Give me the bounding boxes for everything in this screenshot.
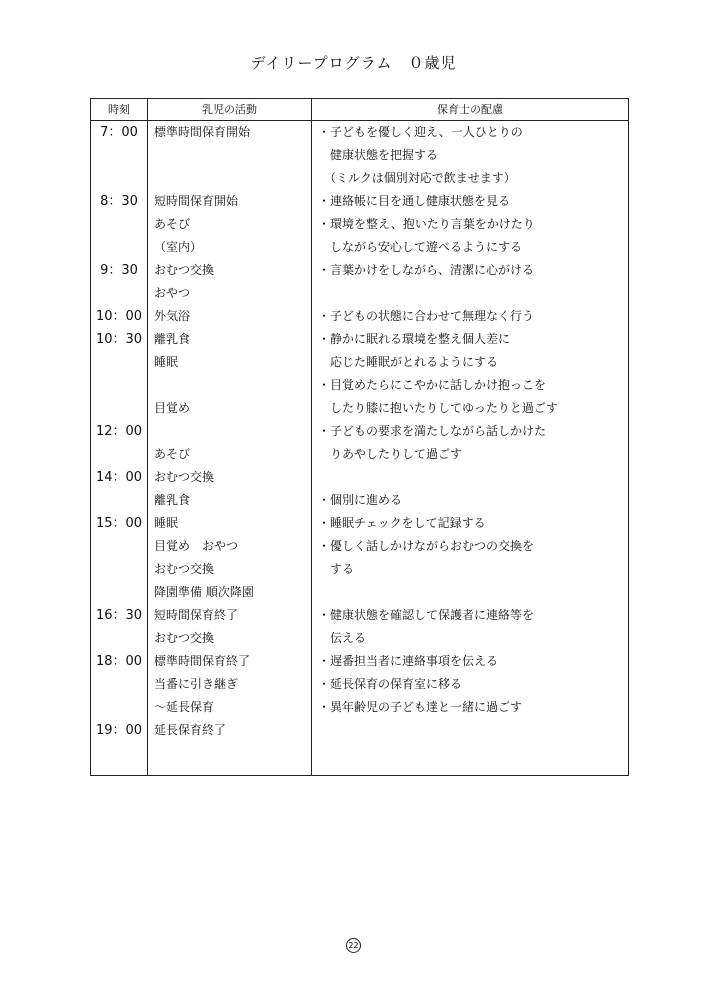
care-cell — [312, 466, 629, 489]
care-cell: ・遅番担当者に連絡事項を伝える — [312, 650, 629, 673]
table-row — [91, 144, 629, 167]
time-cell — [91, 236, 148, 259]
activity-cell: 目覚め おやつ — [148, 535, 312, 558]
time-cell — [91, 167, 148, 190]
care-cell: ・健康状態を確認して保護者に連絡等を — [312, 604, 629, 627]
activity-cell: 目覚め — [148, 397, 312, 420]
activity-cell: 降園準備 順次降園 — [148, 581, 312, 604]
page-number — [0, 938, 707, 953]
table-row — [91, 305, 629, 328]
time-cell — [91, 558, 148, 581]
time-cell: 18：00 — [91, 650, 148, 673]
activity-cell: おむつ交換 — [148, 558, 312, 581]
care-cell: ・異年齢児の子ども達と一緒に過ごす — [312, 696, 629, 719]
activity-cell: 当番に引き継ぎ — [148, 673, 312, 696]
table-row — [91, 259, 629, 282]
care-cell: しながら安心して遊べるようにする — [312, 236, 629, 259]
care-cell: ・睡眠チェックをして記録する — [312, 512, 629, 535]
care-cell: したり膝に抱いたりしてゆったりと過ごす — [312, 397, 629, 420]
activity-cell: ～延長保育 — [148, 696, 312, 719]
activity-cell — [148, 167, 312, 190]
blank-cell — [148, 742, 312, 776]
table-row — [91, 443, 629, 466]
care-cell: 伝える — [312, 627, 629, 650]
time-cell — [91, 397, 148, 420]
time-cell: 12：00 — [91, 420, 148, 443]
care-cell: ・個別に進める — [312, 489, 629, 512]
time-cell — [91, 282, 148, 305]
activity-cell: 標準時間保育終了 — [148, 650, 312, 673]
table-row — [91, 374, 629, 397]
table-row — [91, 512, 629, 535]
table-row — [91, 581, 629, 604]
time-cell: 7：00 — [91, 121, 148, 145]
care-cell: 応じた睡眠がとれるようにする — [312, 351, 629, 374]
table-row — [91, 604, 629, 627]
time-cell — [91, 627, 148, 650]
table-row — [91, 121, 629, 145]
care-cell: ・子どもを優しく迎え、一人ひとりの — [312, 121, 629, 145]
table-row — [91, 420, 629, 443]
activity-cell: あそび — [148, 213, 312, 236]
table-row — [91, 558, 629, 581]
activity-cell: 外気浴 — [148, 305, 312, 328]
time-cell — [91, 489, 148, 512]
table-row — [91, 673, 629, 696]
time-cell — [91, 673, 148, 696]
header-time: 時刻 — [91, 99, 148, 121]
care-cell: ・環境を整え、抱いたり言葉をかけたり — [312, 213, 629, 236]
activity-cell — [148, 420, 312, 443]
activity-cell: おやつ — [148, 282, 312, 305]
activity-cell: 標準時間保育開始 — [148, 121, 312, 145]
table-row-blank — [91, 742, 629, 776]
time-cell — [91, 144, 148, 167]
activity-cell: 睡眠 — [148, 512, 312, 535]
table-row — [91, 466, 629, 489]
care-cell: ・子どもの要求を満たしながら話しかけた — [312, 420, 629, 443]
time-cell: 15：00 — [91, 512, 148, 535]
activity-cell: 離乳食 — [148, 489, 312, 512]
table-row — [91, 696, 629, 719]
time-cell: 10：30 — [91, 328, 148, 351]
activity-cell: おむつ交換 — [148, 259, 312, 282]
table-row — [91, 650, 629, 673]
care-cell: ・静かに眠れる環境を整え個人差に — [312, 328, 629, 351]
header-activity: 乳児の活動 — [148, 99, 312, 121]
activity-cell: あそび — [148, 443, 312, 466]
care-cell — [312, 581, 629, 604]
blank-cell — [91, 742, 148, 776]
table-row — [91, 535, 629, 558]
time-cell — [91, 696, 148, 719]
care-cell: 健康状態を把握する — [312, 144, 629, 167]
table-row — [91, 351, 629, 374]
table-row — [91, 719, 629, 742]
table-row — [91, 190, 629, 213]
care-cell — [312, 282, 629, 305]
blank-cell — [312, 742, 629, 776]
table-row — [91, 397, 629, 420]
time-cell — [91, 443, 148, 466]
care-cell — [312, 719, 629, 742]
time-cell: 9：30 — [91, 259, 148, 282]
care-cell: ・延長保育の保育室に移る — [312, 673, 629, 696]
activity-cell — [148, 374, 312, 397]
time-cell — [91, 351, 148, 374]
table-row — [91, 328, 629, 351]
activity-cell: 睡眠 — [148, 351, 312, 374]
table-row — [91, 489, 629, 512]
activity-cell: 離乳食 — [148, 328, 312, 351]
header-care: 保育士の配慮 — [312, 99, 629, 121]
activity-cell — [148, 144, 312, 167]
time-cell: 10：00 — [91, 305, 148, 328]
activity-cell: おむつ交換 — [148, 627, 312, 650]
time-cell: 8：30 — [91, 190, 148, 213]
time-cell: 16：30 — [91, 604, 148, 627]
table-row — [91, 167, 629, 190]
activity-cell: 短時間保育終了 — [148, 604, 312, 627]
time-cell — [91, 581, 148, 604]
activity-cell: 短時間保育開始 — [148, 190, 312, 213]
table-row — [91, 236, 629, 259]
care-cell: する — [312, 558, 629, 581]
time-cell — [91, 213, 148, 236]
time-cell: 19：00 — [91, 719, 148, 742]
table-row — [91, 627, 629, 650]
time-cell — [91, 535, 148, 558]
care-cell: ・連絡帳に目を通し健康状態を見る — [312, 190, 629, 213]
care-cell: りあやしたりして過ごす — [312, 443, 629, 466]
activity-cell: おむつ交換 — [148, 466, 312, 489]
care-cell: ・目覚めたらにこやかに話しかけ抱っこを — [312, 374, 629, 397]
daily-program-table — [90, 98, 629, 776]
care-cell: ・優しく話しかけながらおむつの交換を — [312, 535, 629, 558]
table-header-row — [91, 99, 629, 121]
activity-cell: 延長保育終了 — [148, 719, 312, 742]
table-row — [91, 213, 629, 236]
activity-cell: （室内） — [148, 236, 312, 259]
table-row — [91, 282, 629, 305]
page-title: デイリープログラム ０歳児 — [250, 54, 457, 72]
care-cell: ・言葉かけをしながら、清潔に心がける — [312, 259, 629, 282]
time-cell — [91, 374, 148, 397]
time-cell: 14：00 — [91, 466, 148, 489]
page-number-circle: 22 — [346, 938, 361, 953]
care-cell: （ミルクは個別対応で飲ませます） — [312, 167, 629, 190]
care-cell: ・子どもの状態に合わせて無理なく行う — [312, 305, 629, 328]
